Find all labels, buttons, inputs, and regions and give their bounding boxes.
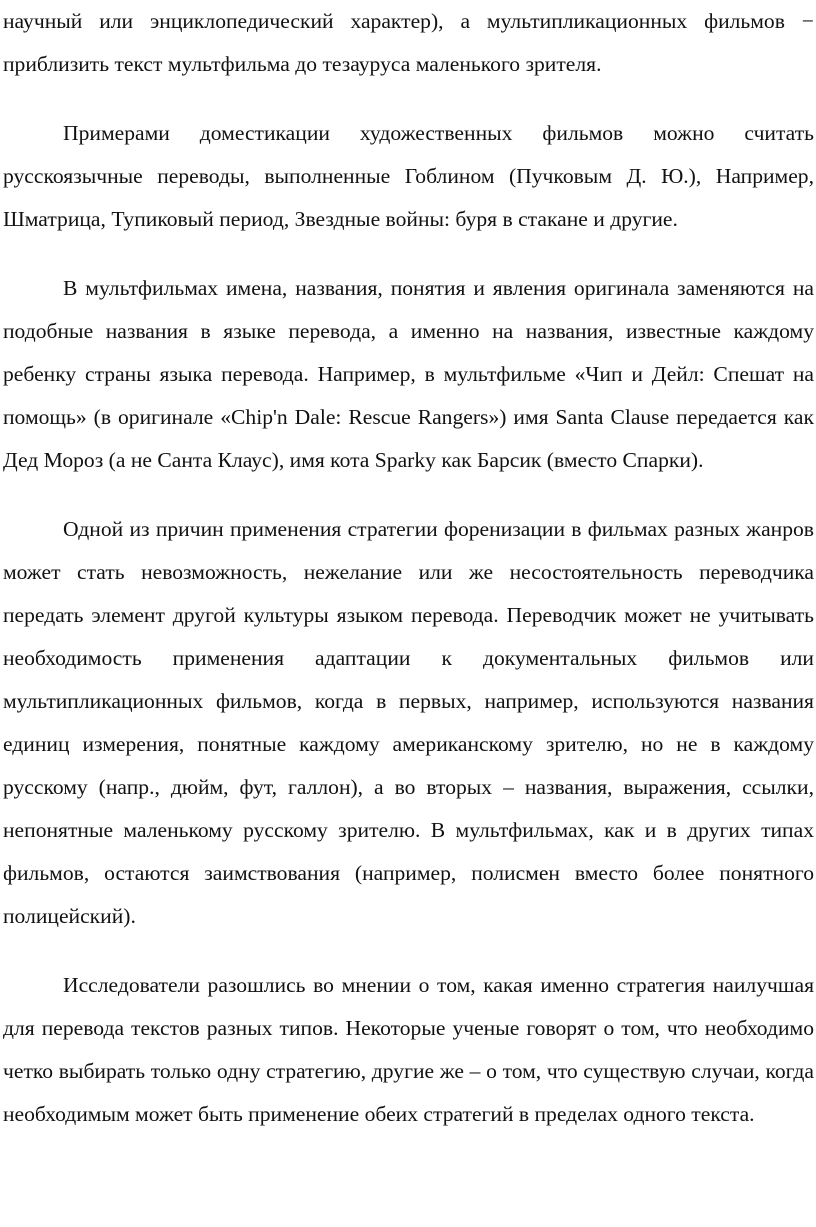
paragraph-continuation: научный или энциклопедический характер), а мультипликационных фильмов − приблизить текст мультфильма до тезауруса маленького зрителя.	[3, 9, 814, 76]
paragraph-cartoon-names: В мультфильмах имена, названия, понятия и явления оригинала заменяются на подобные названия в языке перевода, а именно на названия, известные каждому ребенку страны языка перевода. Например, в мультфильме «Чип и Дейл: Спешат на помощь» (в оригинале «Chip'n Dale: Rescue Rangers») имя Santa Clause передается как Дед Мороз (а не Санта Клаус), имя кота Sparky как Барсик (вместо Спарки).	[3, 276, 814, 472]
paragraph-domestication-examples: Примерами доместикации художественных фильмов можно считать русскоязычные переводы, выполненные Гоблином (Пучковым Д. Ю.), Например, Шматрица, Тупиковый период, Звездные войны: буря в стакане и другие.	[3, 121, 814, 231]
paragraph-researchers-opinion: Исследователи разошлись во мнении о том, какая именно стратегия наилучшая для перевода текстов разных типов. Некоторые ученые говорят о том, что необходимо четко выбирать только одну стратегию, другие же – о том, что существую случаи, когда необходимым может быть применение обеих стратегий в пределах одного текста.	[3, 973, 814, 1126]
paragraph-foreignization-reasons: Одной из причин применения стратегии форенизации в фильмах разных жанров может стать невозможность, нежелание или же несостоятельность переводчика передать элемент другой культуры языком перевода. Переводчик может не учитывать необходимость применения адаптации к документальных фильмов или мультипликационных фильмов, когда в первых, например, используются названия единиц измерения, понятные каждому американскому зрителю, но не в каждому русскому (напр., дюйм, фут, галлон), а во вторых – названия, выражения, ссылки, непонятные маленькому русскому зрителю. В мультфильмах, как и в других типах фильмов, остаются заимствования (например, полисмен вместо более понятного полицейский).	[3, 517, 814, 928]
